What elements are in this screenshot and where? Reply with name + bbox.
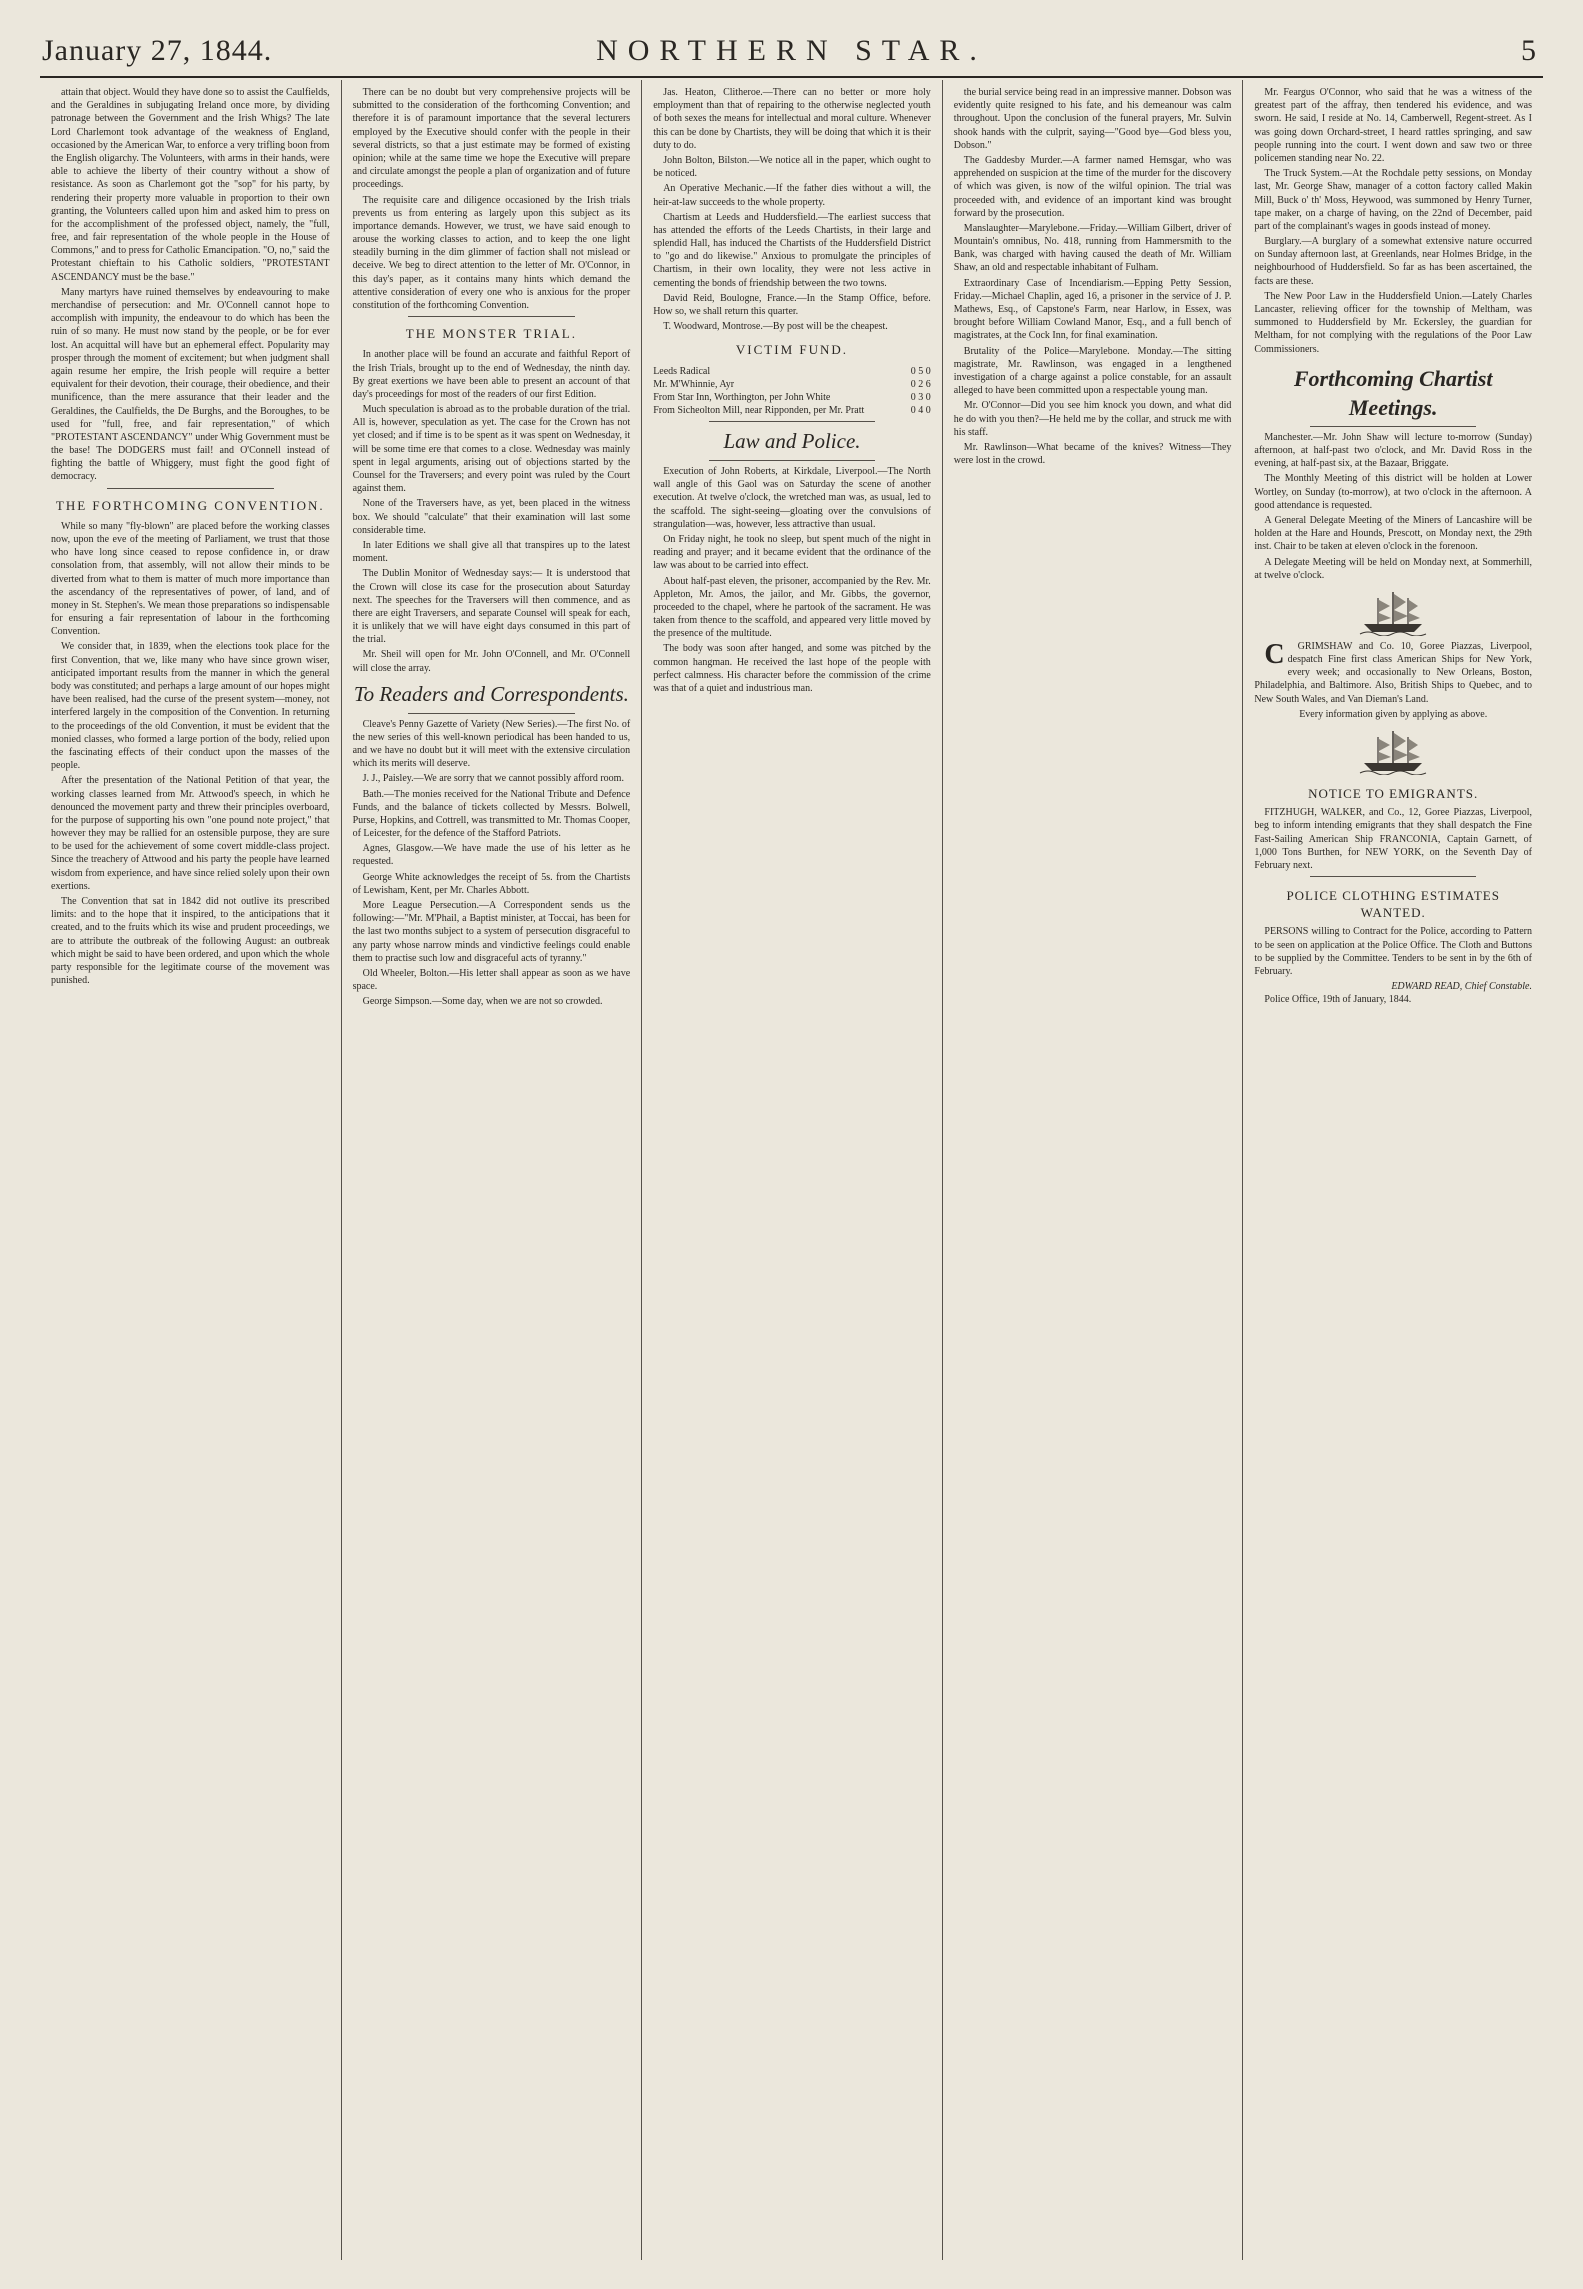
notice-heading: POLICE CLOTHING ESTIMATES WANTED. (1286, 888, 1500, 921)
divider (408, 316, 575, 317)
newspaper-title: NORTHERN STAR. (596, 34, 987, 67)
notice-footer: Every information given by applying as above. (1299, 708, 1488, 720)
paragraph: Execution of John Roberts, at Kirkdale, Liverpool.—The North wall angle of this Gaol was on Saturday the scene of another execution. At twelve o'clock, the wretched man was, as usual, led to the scaffold. The sight-seeing—gloating over the convulsions of strangulation—was, however, less attractive than usual. (653, 466, 931, 530)
section-heading: VICTIM FUND. (735, 342, 849, 358)
signature: EDWARD READ, Chief Constable. (1391, 981, 1532, 993)
paragraph: Bath.—The monies received for the National Tribute and Defence Funds, and the balance of tickets collected by Messrs. Bolwell, Purse, Hopkins, and Cottrell, was transmitted to Mr. Thomas Cooper, of Leicester, for the defence of the Stafford Patriots. (352, 788, 631, 840)
paragraph: Extraordinary Case of Incendiarism.—Epping Petty Session, Friday.—Michael Chaplin, aged 16, a prisoner in the service of J. P. Mathews, Esq., of Capstone's Farm, near Harlow, in Essex, was brought before William Cowland Manor, Esq., and a full bench of magistrates, at the Cock Inn, for final examination. (953, 277, 1232, 342)
paragraph: Mr. O'Connor—Did you see him knock you down, and what did he do with you then?—He held me by the collar, and struck me with his staff. (953, 400, 1232, 438)
emigrants-notice: FITZHUGH, WALKER, and Co., 12, Goree Piazzas, Liverpool, beg to inform intending emigrants that they shall despatch the Fine Fast-Sailing American Ship FRANCONIA, Captain Garnett, of 1,000 Tons Burthen, for NEW YORK, on the Seventh Day of February next. (1254, 807, 1532, 871)
paragraph: Manchester.—Mr. John Shaw will lecture to-morrow (Sunday) afternoon, at half-past two o'clock, and Mr. David Ross in the evening, at half-past six, at the Bazaar, Briggate. (1254, 431, 1532, 470)
paragraph: The Dublin Monitor of Wednesday says:— It is understood that the Crown will close its case for the prosecution about Saturday next. The speeches for the Traversers will then commence, and as there are eight Traversers, and separate Counsel will speak for each, it is unlikely that we will have eight days consumed in this part of the trial. (352, 568, 631, 646)
masthead (40, 28, 1543, 78)
page-number: 5 (1521, 34, 1537, 67)
column-5 (1242, 80, 1543, 2260)
paragraph: John Bolton, Bilston.—We notice all in the paper, which ought to be noticed. (653, 154, 931, 180)
paragraph: We consider that, in 1839, when the elections took place for the first Convention, that we, like many who have since grown wiser, anticipated important results from the manner in which the general body was constituted; and perhaps a large amount of our hopes might have been realised, had the curse of the present system—money, not interfered largely in the composition of the Convention. In returning to the proceedings of the old Convention, it must be evident that the monied classes, who formed a large portion of the body, relied upon the fascinating effects of their conduct upon the masses of the people. (51, 641, 330, 772)
column-4 (942, 80, 1243, 2260)
notice-heading: NOTICE TO EMIGRANTS. (1308, 786, 1479, 801)
divider (107, 488, 274, 489)
sailing-ship-icon (1358, 588, 1428, 636)
victim-fund-list (653, 365, 931, 418)
paragraph: None of the Traversers have, as yet, been placed in the witness box. We should "calculate" that their examination will last some considerable time. (352, 498, 631, 536)
paragraph: The body was soon after hanged, and some was pitched by the common hangman. He received the last hope of the people with perfect calmness. His character before the commission of the crime was that of a quiet and industrious man. (653, 643, 931, 694)
paragraph: J. J., Paisley.—We are sorry that we cannot possibly afford room. (362, 773, 624, 785)
paragraph: A Delegate Meeting will be held on Monday next, at Sommerhill, at twelve o'clock. (1254, 556, 1532, 581)
page-columns (40, 80, 1543, 2260)
paragraph: The New Poor Law in the Huddersfield Union.—Lately Charles Lancaster, relieving officer for the township of Meltham, was summoned to Huddersfield by Mr. Eckersley, the guardian for Meltham, for not complying with the regulations of the Poor Law Commissioners. (1254, 290, 1532, 355)
dropcap: C (1264, 638, 1285, 670)
section-heading: Forthcoming Chartist Meetings. (1293, 365, 1493, 420)
paragraph: George Simpson.—Some day, when we are not so crowded. (362, 996, 603, 1008)
paragraph: Brutality of the Police—Marylebone. Monday.—The sitting magistrate, Mr. Rawlinson, was engaged in a lengthened investigation of a charge against a police constable, for an assault alleged to have been committed upon a respectable young man. (953, 345, 1232, 397)
paragraph: David Reid, Boulogne, France.—In the Stamp Office, before. How so, we shall return this quarter. (653, 292, 931, 317)
paragraph: There can be no doubt but very comprehensive projects will be submitted to the consideration of the forthcoming Convention; and therefore it is of paramount importance that the several lecturers employed by the Executive should confer with the people in their several districts, so that a just estimate may be formed of existing opinion; while at the same time we hope the Executive will prepare and circulate amongst the people a plan of organization and of future proceedings. (352, 87, 631, 191)
paragraph: In another place will be found an accurate and faithful Report of the Irish Trials, brought up to the end of Wednesday, the ninth day. By great exertions we have been able to present an account of that day's proceedings for most of the readers of our first Edition. (352, 349, 631, 400)
paragraph: An Operative Mechanic.—If the father dies without a will, the heir-at-law succeeds to the whole property. (653, 183, 931, 208)
paragraph: Burglary.—A burglary of a somewhat extensive nature occurred on Sunday afternoon last, at Greenlands, near Holmes Bridge, in the neighbourhood of Huddersfield. So far as has been ascertained, the facts are these. (1254, 236, 1532, 287)
column-1 (40, 80, 341, 2260)
notice-text: GRIMSHAW and Co. 10, Goree Piazzas, Liverpool, despatch Fine first class American Ships for New York, every week; and occasionally to New Orleans, Boston, Philadelphia, and Baltimore. Also, British Ships to Quebec, and to New South Wales, and Van Dieman's Land. (1254, 640, 1532, 705)
paragraph: After the presentation of the National Petition of that year, the working classes learned from Mr. Attwood's speech, in which he denounced the movement party and threw their principles overboard, for the purpose of supporting his own "one pound note project," that however they may be rallied for an ostensible purpose, they are sure to be used for the achievement of some covert middle-class project. Since the treachery of Attwood and his party the people have learned wisdom from experience, and have since relied solely upon their own exertions. (51, 775, 330, 892)
paragraph: Much speculation is abroad as to the probable duration of the trial. All is, however, speculation as yet. The case for the Crown has not yet closed; and if time is to be spent as it was spent on Wednesday, it will be some time ere that comes to a close. Wednesday was mainly spent in legal arguments, arising out of objections started by the Counsel for the Traversers; and every point was ruled by the Court against them. (352, 404, 631, 495)
paragraph: Agnes, Glasgow.—We have made the use of his letter as he requested. (352, 843, 631, 868)
shipping-notice (1254, 640, 1532, 706)
section-heading: THE FORTHCOMING CONVENTION. (55, 497, 325, 513)
paragraph: George White acknowledges the receipt of 5s. from the Chartists of Lewisham, Kent, per Mr. Charles Abbott. (352, 871, 631, 896)
paragraph: A General Delegate Meeting of the Miners of Lancashire will be holden at the Hare and Hounds, Prescott, on Monday next, the 29th inst. Chair to be taken at eleven o'clock in the forenoon. (1254, 514, 1532, 553)
notice-date: Police Office, 19th of January, 1844. (1264, 994, 1412, 1006)
police-notice: PERSONS willing to Contract for the Police, according to Pattern to be seen on application at the Police Office. The Cloth and Buttons to be supplied by the Committee. Tenders to be sent in by the 6th of February. (1254, 926, 1532, 977)
paragraph: attain that object. Would they have done so to assist the Caulfields, and the Geraldines in subjugating Ireland once more, by dividing patronage between the Government and the Irish Whigs? The late Lord Charlemont took advantage of the weakness of England, occasioned by the American War, to enforce a very trifling boon from the English oligarchy. The Volunteers, with arms in their hands, were able to achieve the liberty of their country without a show of resistance. As soon as Charlemont got the "sop" for his party, by rendering their property more valuable in proportion to their own granting, the Volunteers called upon him and asked him to press on for the accomplishment of the professed object, namely, the "full, free, and fair representation of the whole people in the House of Commons," and to press for Catholic Emancipation. "O, no," said the Protestant chieftain to his Catholic soldiers, "PROTESTANT ASCENDANCY must be the base." (51, 87, 330, 283)
paragraph: About half-past eleven, the prisoner, accompanied by the Rev. Mr. Appleton, Mr. Amos, the jailor, and Mr. Gibbs, the governor, proceeded to the chapel, where he partook of the sacrament. He was taken from thence to the scaffold, and appeared very little moved by the presence of the multitude. (653, 575, 931, 640)
paragraph: In later Editions we shall give all that transpires up to the latest moment. (352, 539, 631, 565)
paragraph: The Convention that sat in 1842 did not outlive its prescribed limits: and to the hope that it inspired, to the anticipations that it created, and to the fruits which its wise and prudent proceedings, we are to attribute the outbreak of the following August: an outbreak which might be said to have been ordered, and upon which the whole party responsible for the legitimate course of the movement was punished. (51, 896, 330, 987)
issue-date: January 27, 1844. (42, 34, 273, 67)
sailing-ship-icon (1358, 727, 1428, 775)
section-heading: Law and Police. (723, 429, 861, 454)
paragraph: Jas. Heaton, Clitheroe.—There can no better or more holy employment than that of repairing to the otherwise neglected youth of both sexes the means for intellectual and moral culture. Whenever this can be done by Chartists, they will be doing that which it is their duty to do. (653, 87, 931, 151)
divider (709, 460, 876, 461)
fund-amount: 0 3 0 (910, 391, 931, 403)
paragraph: On Friday night, he took no sleep, but spent much of the night in reading and prayer; and it became evident that the ordinance of the law was about to be carried into effect. (653, 533, 931, 572)
section-heading: To Readers and Correspondents. (353, 681, 629, 706)
paragraph: Mr. Rawlinson—What became of the knives? Witness—They were lost in the crowd. (953, 441, 1232, 467)
fund-amount: 0 5 0 (910, 365, 931, 377)
fund-amount: 0 2 6 (910, 378, 931, 390)
column-3 (641, 80, 942, 2260)
paragraph: The requisite care and diligence occasioned by the Irish trials prevents us from entering as largely upon this subject as its importance demands. However, we trust, we have said enough to arouse the working classes to action, and to keep the one light steadily burning in the dim glimmer of faction shall not mislead or deceive. We beg to direct attention to the letter of Mr. O'Connor, in this day's paper, as it contains many hints which demand the attentive consideration of every one who is anxious for the proper constitution of the forthcoming Convention. (352, 194, 631, 311)
divider (709, 421, 876, 422)
paragraph: While so many "fly-blown" are placed before the working classes now, upon the eve of the meeting of Parliament, we trust that those who have long since ceased to repose confidence in, or draw consolation from, that assembly, will not allow their minds to be diverted from what to them is matter of much more importance than the ascendancy of the representatives of power, of land, and of money in St. Stephen's. We mean those preparations so indispensable for ensuring a fair representation of labour in the forthcoming Convention. (51, 520, 330, 638)
paragraph: Mr. Sheil will open for Mr. John O'Connell, and Mr. O'Connell will close the array. (352, 649, 631, 674)
section-heading: THE MONSTER TRIAL. (405, 326, 577, 342)
paragraph: Cleave's Penny Gazette of Variety (New Series).—The first No. of the new series of this well-known periodical has been handed to us, and we have no doubt but it will meet with the extensive circulation which its merits will deserve. (352, 718, 631, 770)
paragraph: Many martyrs have ruined themselves by endeavouring to make merchandise of persecution: and Mr. O'Connell cannot hope to accomplish with impunity, the endeavour to do which has been the ruin of so many. He must now stand by the people, or be for ever lost. An acquittal will have but an ephemeral effect. Popularity may prosper through the moment of excitement; but when judgment shall again resume her empire, the Irish people will require a better equivalent for their devotion, their courage, their obedience, and their munificence, than the mere assurance that their leader and the Geraldines, the Caulfields, the De Burghs, and the Boroughes, to be used for "full, free, and fair representation," of which "PROTESTANT ASCENDANCY" under Whig Government must be the base! The DODGERS must fail! and O'Connell instead of fighting the battle of Whiggery, must fight the good fight of democracy. (51, 286, 330, 483)
column-2 (341, 80, 642, 2260)
paragraph: The Monthly Meeting of this district will be holden at Lower Wortley, on Sunday (to-morrow), at two o'clock in the afternoon. A good attendance is requested. (1254, 473, 1532, 511)
paragraph: The Gaddesby Murder.—A farmer named Hemsgar, who was apprehended on suspicion at the time of the murder for the discovery of which was given, is now of the wilful opinion. The trial was proceeded with, and evidence of an important kind was brought forward by the prosecution. (953, 154, 1232, 219)
divider (408, 713, 575, 714)
fund-amount: 0 4 0 (910, 405, 931, 417)
paragraph: Mr. Feargus O'Connor, who said that he was a witness of the greatest part of the affray, then tendered his evidence, and was sworn. He said, I reside at No. 14, Camberwell, Regent-street. As I was going down Orchard-street, I heard rattles springing, and saw people running into the court. I went down and saw two or three policemen standing near No. 22. (1254, 87, 1532, 164)
fund-label: Leeds Radical (653, 365, 711, 377)
fund-label: From Sicheolton Mill, near Ripponden, per Mr. Pratt (653, 405, 865, 417)
fund-label: From Star Inn, Worthington, per John White (653, 391, 831, 403)
fund-label: Mr. M'Whinnie, Ayr (653, 378, 735, 390)
divider (1310, 426, 1477, 427)
paragraph: T. Woodward, Montrose.—By post will be the cheapest. (663, 321, 888, 333)
divider (1310, 876, 1477, 877)
paragraph: More League Persecution.—A Correspondent sends us the following:—"Mr. M'Phail, a Baptist minister, at Toccai, has been for the last two months subject to a system of persecution disgraceful to any party whose narrow minds and vindictive feelings could enable them to practise such low and disgraceful acts of tyranny." (352, 900, 631, 964)
paragraph: Chartism at Leeds and Huddersfield.—The earliest success that has attended the efforts of the Leeds Chartists, in their large and splendid Hall, has induced the Chartists of the Huddersfield District to "go and do likewise." Anxious to promulgate the principles of Chartism, in their own locality, they were not less active in cementing the bonds of friendship between the two towns. (653, 211, 931, 289)
paragraph: Manslaughter—Marylebone.—Friday.—William Gilbert, driver of Mountain's omnibus, No. 418, running from Hammersmith to the Bank, was charged with having caused the death of Mr. William Shaw, an old and respectable inhabitant of Fulham. (953, 222, 1232, 274)
paragraph: The Truck System.—At the Rochdale petty sessions, on Monday last, Mr. George Shaw, manager of a cotton factory called Makin Mill, Buck o' th' Moss, Heywood, was summoned by Henry Turner, tape maker, on a charge of having, on the 22nd of December, paid part of the complainant's wages in goods instead of money. (1254, 168, 1532, 232)
paragraph: the burial service being read in an impressive manner. Dobson was evidently quite resigned to his fate, and his demeanour was calm throughout. Upon the conclusion of the funeral prayers, Mr. Sulvin shook hands with the culprit, saying—"Good bye—God bless you, Dobson." (953, 87, 1232, 151)
paragraph: Old Wheeler, Bolton.—His letter shall appear as soon as we have space. (352, 967, 631, 993)
